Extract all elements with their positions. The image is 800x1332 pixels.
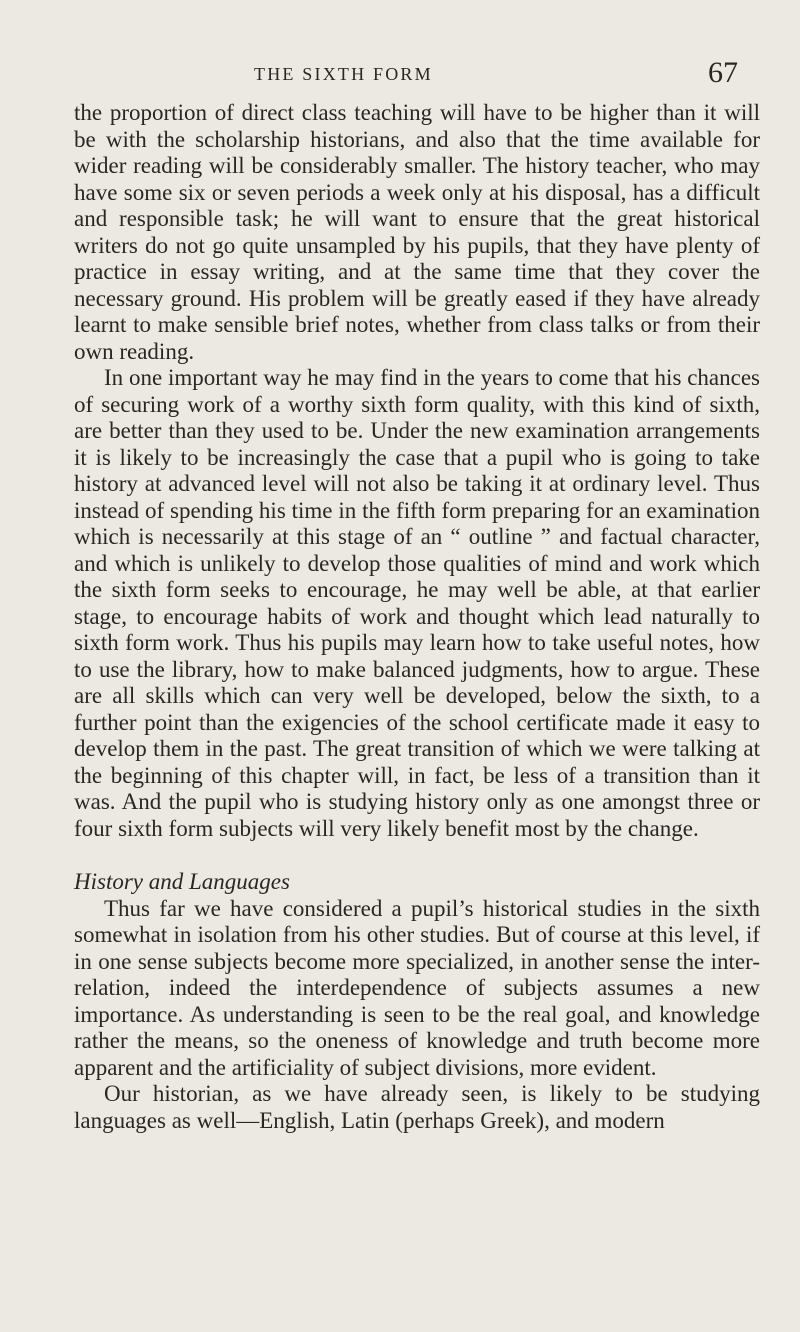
paragraph-4: Our historian, as we have already seen, is likely to be studying languages as well—English, Latin (perhaps Greek), and modern <box>74 1081 760 1133</box>
paragraph-3: Thus far we have considered a pupil’s historical studies in the sixth somewhat in isolation from his other studies. But of course at this level, if in one sense subjects become more specialized, in another sense the inter-relation, indeed the interdependence of subjects assumes a new importance. As understanding is seen to be the real goal, and knowledge rather the means, so the oneness of knowledge and truth become more apparent and the artificiality of subject divisions, more evident. <box>74 895 760 1080</box>
body-text <box>74 100 760 1134</box>
paragraph-2: In one important way he may find in the years to come that his chances of securing work of a worthy sixth form quality, with this kind of sixth, are better than they used to be. Under the new examination arrangements it is likely to be increasingly the case that a pupil who is going to take history at advanced level will not also be taking it at ordinary level. Thus instead of spending his time in the fifth form preparing for an examination which is necessarily at this stage of an “ outline ” and factual character, and which is unlikely to develop those qualities of mind and work which the sixth form seeks to encourage, he may well be able, at that earlier stage, to encourage habits of work and thought which lead naturally to sixth form work. Thus his pupils may learn how to take useful notes, how to use the library, how to make balanced judgments, how to argue. These are all skills which can very well be developed, below the sixth, to a further point than the exigencies of the school certificate made it easy to develop them in the past. The great transition of which we were talking at the beginning of this chapter will, in fact, be less of a transition than it was. And the pupil who is studying history only as one amongst three or four sixth form subjects will very likely benefit most by the change. <box>74 365 760 841</box>
page-header <box>74 56 760 100</box>
page-number: 67 <box>708 56 738 89</box>
section-heading: History and Languages <box>74 869 290 894</box>
running-head: THE SIXTH FORM <box>254 64 433 84</box>
paragraph-1: the proportion of direct class teaching will have to be higher than it will be with the scholarship historians, and also that the time available for wider reading will be considerably smaller. The history teacher, who may have some six or seven periods a week only at his disposal, has a difficult and responsible task; he will want to ensure that the great historical writers do not go quite unsampled by his pupils, that they have plenty of practice in essay writing, and at the same time that they cover the necessary ground. His problem will be greatly eased if they have already learnt to make sensible brief notes, whether from class talks or from their own reading. <box>74 100 760 364</box>
